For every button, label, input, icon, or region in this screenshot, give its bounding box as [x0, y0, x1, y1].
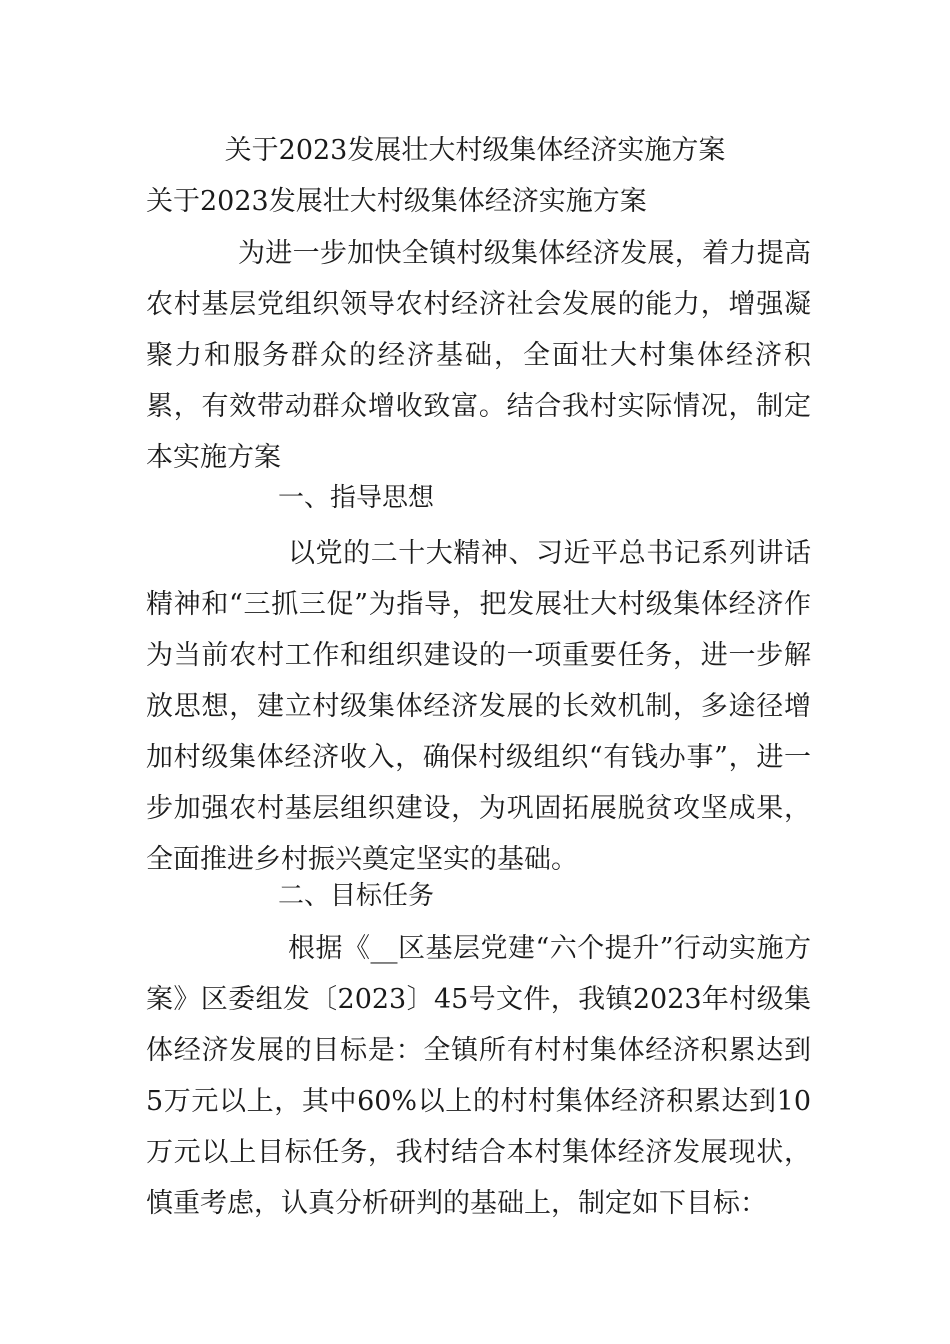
section-heading-targets: 二、目标任务 — [278, 881, 435, 911]
document-subtitle: 关于2023发展壮大村级集体经济实施方案 — [146, 186, 647, 217]
document-title: 关于2023发展壮大村级集体经济实施方案 — [224, 135, 726, 166]
intro-paragraph: 为进一步加快全镇村级集体经济发展，着力提高农村基层党组织领导农村经济社会发展的能力，增强凝聚力和服务群众的经济基础，全面壮大村集体经济积累，有效带动群众增收致富。结合我村实际情况，制定本实施方案 — [146, 238, 811, 473]
section-heading-guiding-ideology: 一、指导思想 — [278, 483, 435, 513]
section-paragraph-targets: 根据《__区基层党建“六个提升”行动实施方案》区委组发〔2023〕45号文件，我镇2023年村级集体经济发展的目标是：全镇所有村村集体经济积累达到5万元以上，其中60%以上的村村集体经济积累达到10万元以上目标任务，我村结合本村集体经济发展现状，慎重考虑，认真分析研判的基础上，制定如下目标： — [146, 933, 811, 1219]
section-paragraph-guiding-ideology: 以党的二十大精神、习近平总书记系列讲话精神和“三抓三促”为指导，把发展壮大村级集体经济作为当前农村工作和组织建设的一项重要任务，进一步解放思想，建立村级集体经济发展的长效机制，多途径增加村级集体经济收入，确保村级组织“有钱办事”，进一步加强农村基层组织建设，为巩固拓展脱贫攻坚成果，全面推进乡村振兴奠定坚实的基础。 — [146, 538, 811, 875]
